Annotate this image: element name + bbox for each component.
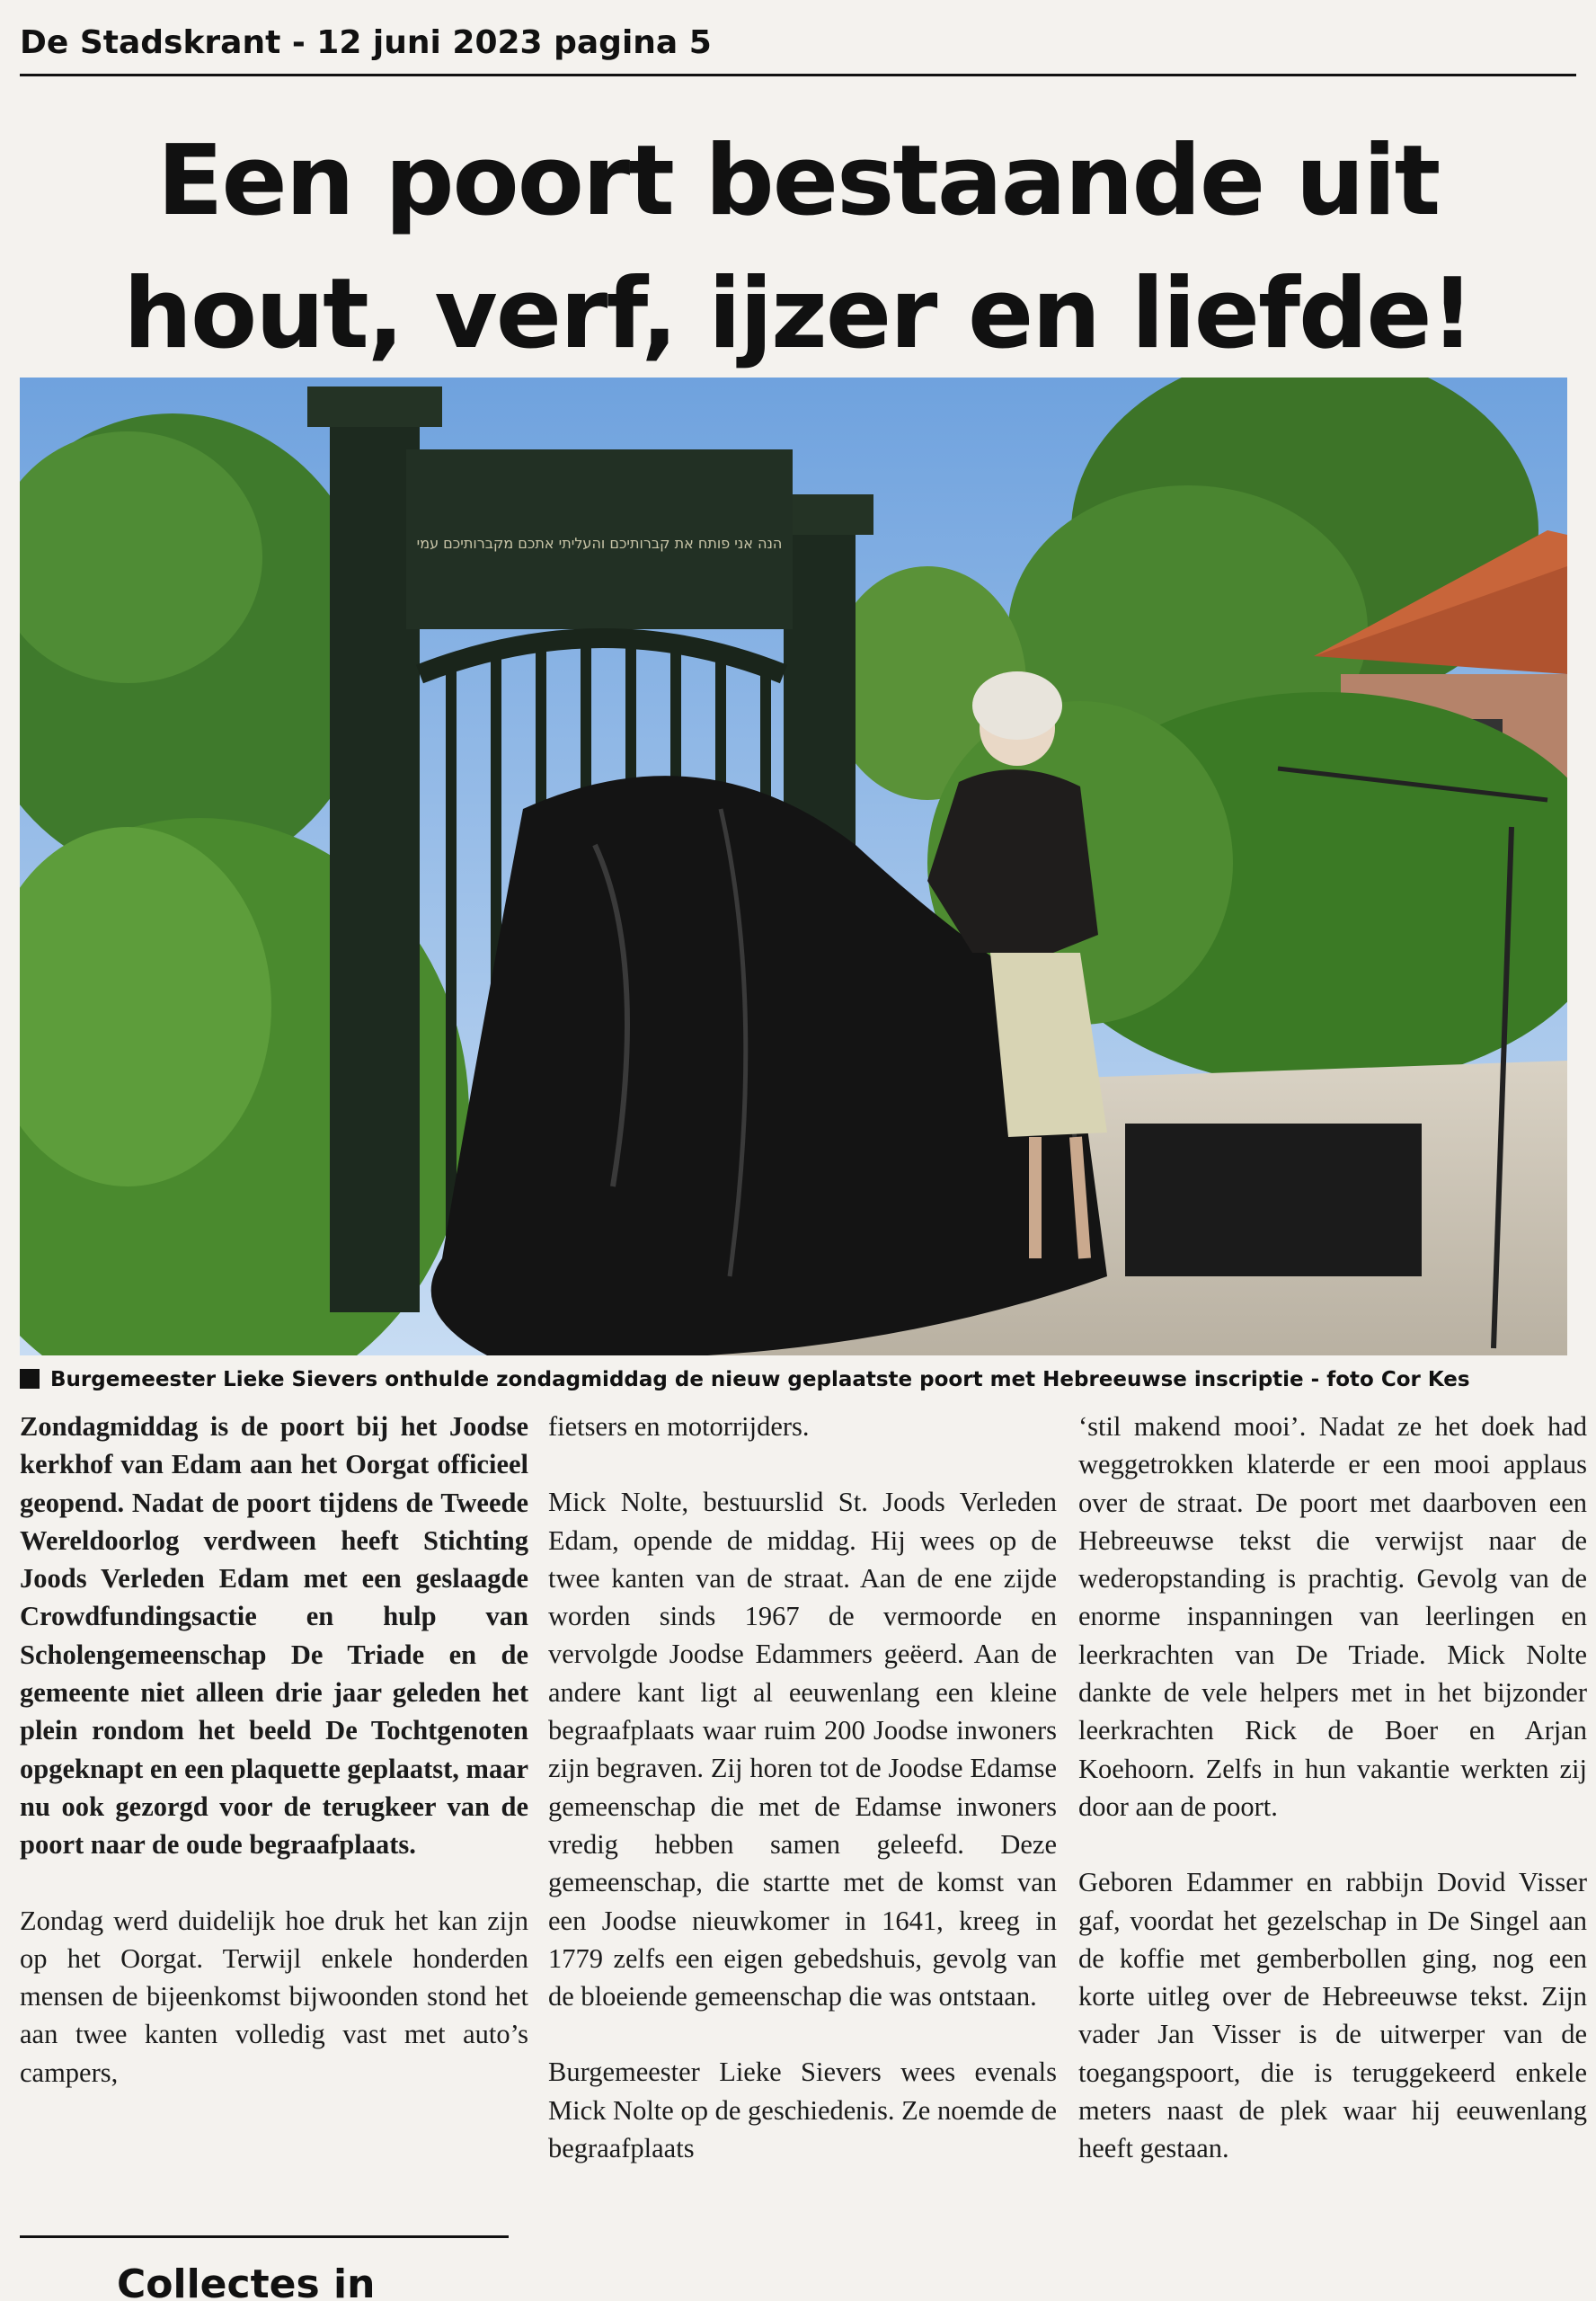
article-paragraph-1: Zondag werd duidelijk hoe druk het kan zijn op het Oorgat. Terwijl enkele honderden mensen de bijeenkomst bijwoonden stond het aan twee kanten volledig vast met auto’s campers,	[20, 1905, 528, 2088]
article-photo	[20, 378, 1567, 1355]
caption-text: Burgemeester Lieke Sievers onthulde zondagmiddag de nieuw geplaatste poort met Hebreeuwse inscriptie - foto Cor Kes	[50, 1368, 1470, 1391]
article-lead: Zondagmiddag is de poort bij het Joodse kerkhof van Edam aan het Oorgat officieel geopend. Nadat de poort tijdens de Tweede Wereldoorlog verdween heeft Stichting Joods Verleden Edam met een geslaagde Crowdfundingsactie en hulp van Scholengemeenschap De Triade en de gemeente niet alleen drie jaar geleden het plein rondom het beeld De Tochtgenoten opgeknapt en een plaquette geplaatst, maar nu ook gezorgd voor de terugkeer van de poort naar de oude begraafplaats.	[20, 1411, 528, 1861]
caption-square-icon	[20, 1369, 40, 1389]
article-paragraph-3-continued: ‘stil makend mooi’. Nadat ze het doek had weggetrokken klaterde er een mooi applaus over de straat. De poort met daarboven een Hebreeuwse tekst die verwijst naar de wederopstanding is prachtig. Gevolg van de enorme inspanningen van leerlingen en leerkrachten van De Triade. Mick Nolte dankte de vele helpers met in het bijzonder leerkrachten Rick de Boer en Arjan Koehoorn. Zelfs in hun vakantie werkten zij door aan de poort.	[1078, 1411, 1587, 1822]
photo-caption	[20, 1363, 1583, 1397]
covered-box	[1125, 1124, 1422, 1276]
hebrew-inscription: הנה אני פותח את קברותיכם והעליתי אתכם מקברותיכם עמי	[416, 535, 783, 552]
headline-line-1: Een poort bestaande uit	[156, 125, 1440, 237]
article-headline	[0, 115, 1596, 381]
article-column-1	[20, 1408, 528, 2129]
article-paragraph-4: Geboren Edammer en rabbijn Dovid Visser gaf, voordat het gezelschap in De Singel aan de koffie met gemberbollen ging, nog een korte uitleg over de Hebreeuwse tekst. Zijn vader Jan Visser is de uitwerper van de toegangspoort, die is teruggekeerd enkele meters naast de plek waar hij eeuwenlang heeft gestaan.	[1078, 1867, 1587, 2164]
section-divider	[20, 2235, 509, 2238]
header-line: De Stadskrant - 12 juni 2023 pagina 5	[20, 24, 712, 61]
article-column-3	[1078, 1408, 1587, 2206]
photo-illustration	[20, 378, 1567, 1355]
article-paragraph-2: Mick Nolte, bestuurslid St. Joods Verleden Edam, opende de middag. Hij wees op de twee kanten van de straat. Aan de ene zijde worden sinds 1967 de vermoorde en vervolgde Joodse Edammers geëerd. Aan de andere kant ligt al eeuwenlang een kleine begraafplaats waar ruim 200 Joodse inwoners zijn begraven. Zij horen tot de Joodse Edamse gemeenschap die met de Edamse inwoners vredig hebben samen geleefd. Deze gemeenschap, die startte met de komst van een Joodse nieuwkomer in 1641, kreeg in 1779 zelfs een eigen gebedshuis, gevolg van de bloeiende gemeenschap die was ontstaan.	[548, 1487, 1057, 2012]
article-paragraph-3: Burgemeester Lieke Sievers wees evenals Mick Nolte op de geschiedenis. Ze noemde de begraafplaats	[548, 2057, 1057, 2164]
page-header	[20, 20, 1576, 76]
next-article-title: Collectes in	[117, 2261, 376, 2301]
article-paragraph-1-continued: fietsers en motorrijders.	[548, 1411, 810, 1442]
article-column-2	[548, 1408, 1057, 2205]
headline-line-2: hout, verf, ijzer en liefde!	[123, 258, 1473, 370]
